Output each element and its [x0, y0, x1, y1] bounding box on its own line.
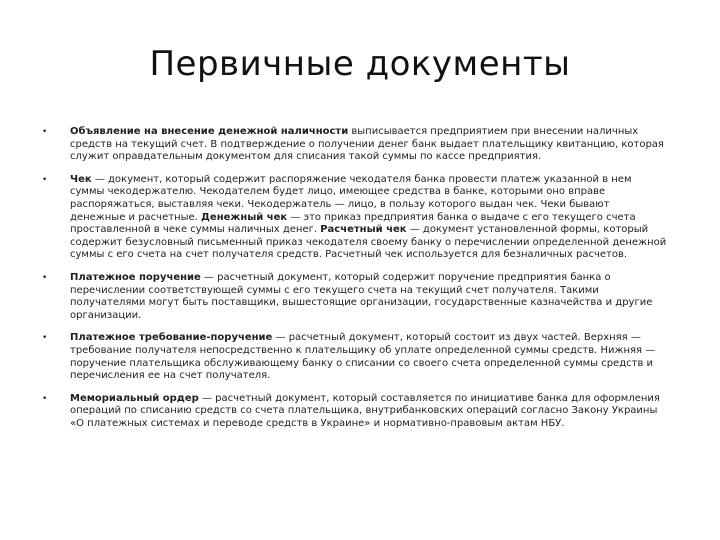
term-cash-cheque: Денежный чек: [201, 211, 288, 223]
list-item: [36, 126, 668, 164]
bullet-icon: •: [42, 272, 48, 283]
item-text: — расчетный документ, который состоит из двух частей. Верхняя — требование получателя непосредственно к плательщику об уплате определенной суммы средств. Нижняя — поручение плательщика обслуживающему банку о списании со своего счета определенной суммы средств и перечисления ее на счет получателя.: [70, 332, 656, 382]
bullet-icon: •: [42, 127, 48, 137]
item-text: — документ, который содержит распоряжение чекодателя банка провести платеж указанной в нем суммы чекодержателю. Чекодателем будет лицо, имеющее средства в банке, которыми оно вправе распоряжаться, выставляя чеки. Чекодержатель — лицо, в пользу которого выдан чек. Чеки бывают денежные и расчетные.: [70, 173, 632, 223]
item-text: — это приказ предприятия банка о выдаче с его текущего счета проставленной в чеке суммы наличных денег.: [70, 211, 636, 236]
list-item: [36, 272, 668, 322]
item-text: — расчетный документ, который составляется по инициативе банка для оформления операций по списанию средств со счета плательщика, внутрибанковских операций согласно Закону Украины «О платежных системах и переводе средств в Украине» и нормативно-правовым актам НБУ.: [70, 392, 660, 429]
item-text: выписывается предприятием при внесении наличных средств на текущий счет. В подтверждение о получении денег банк выдает плательщику квитанцию, которая служит оправдательным документом для списания такой суммы по кассе предприятия.: [70, 126, 664, 163]
bullet-icon: •: [42, 333, 48, 344]
bullet-icon: •: [42, 174, 48, 185]
term-cheque: Чек: [70, 173, 92, 185]
item-text: — расчетный документ, который содержит поручение предприятия банка о перечислении соответствующей суммы с его текущего счета на текущий счет получателя. Такими получателями могут быть поставщики, вышестоящие организации, государственные казначейства и другие организации.: [70, 271, 653, 321]
bullet-icon: •: [42, 393, 48, 404]
term-payment-order: Платежное поручение: [70, 271, 201, 283]
term-deposit-slip: Объявление на внесение денежной наличности: [70, 126, 349, 137]
item-text: — документ установленной формы, который содержит безусловный письменный приказ чекодателя своему банку о перечислении определенной денежной суммы с его счета на счет получателя средств. Расчетный чек используется для безналичных расчетов.: [70, 224, 667, 261]
term-settlement-cheque: Расчетный чек: [320, 224, 407, 236]
list-item: [36, 174, 668, 262]
slide-title: Первичные документы: [149, 44, 571, 84]
bullet-list: [36, 126, 668, 440]
list-item: [36, 332, 668, 382]
list-item: [36, 393, 668, 431]
term-payment-request-order: Платежное требование-поручение: [70, 332, 273, 344]
term-memorial-order: Мемориальный ордер: [70, 392, 199, 404]
